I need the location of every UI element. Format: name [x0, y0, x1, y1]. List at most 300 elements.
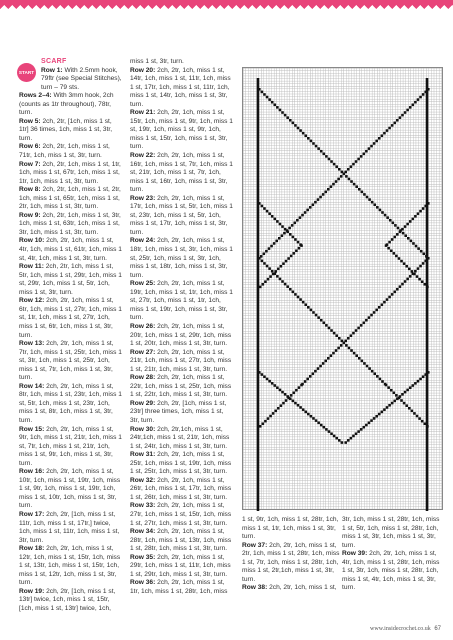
chart-diagonal [373, 311, 376, 314]
chart-diagonal [366, 365, 369, 368]
chart-diagonal [335, 334, 338, 337]
chart-diagonal [406, 109, 409, 112]
chart-diagonal [332, 183, 335, 186]
row-instructions: 2ch, 2tr, 1ch, miss 1 st, 18tr, 1ch, miss 1 st, 3tr, 1ch, miss 1 st, 25tr, 1ch, miss 1 st, 3tr, 1ch, miss 1 st, 18tr, 1ch, miss 1 st, 3tr, turn. [130, 237, 233, 279]
chart-diagonal [325, 324, 328, 327]
chart-diagonal [266, 378, 269, 381]
chart-diagonal [378, 137, 381, 140]
chart-diagonal [355, 354, 358, 357]
chart-diagonal [388, 404, 391, 407]
chart-diagonal [385, 244, 388, 247]
chart-diagonal [289, 288, 292, 291]
filet-chart-grid [243, 68, 444, 511]
chart-diagonal [403, 262, 406, 265]
pattern-row [19, 383, 123, 426]
chart-diagonal [261, 373, 264, 376]
chart-diagonal [281, 280, 284, 283]
row-label: Row 26: [130, 322, 156, 330]
row-instructions: 2ch, 2tr, 1ch, miss 1 st, 17tr, 1ch, miss 1 st, 5tr, 1ch, miss 1 st, 23tr, 1ch, miss 1 st, 5tr, 1ch, miss 1 st, 17tr, 1ch, miss 1 st, 3tr, turn. [130, 194, 233, 236]
chart-diagonal [333, 435, 336, 438]
chart-diagonal [375, 309, 378, 312]
chart-diagonal [310, 415, 313, 418]
chart-diagonal [384, 214, 387, 217]
chart-diagonal [422, 252, 425, 255]
chart-diagonal [401, 114, 404, 117]
chart-diagonal [325, 428, 328, 431]
row-instructions: 2ch, 2tr, 1ch, miss 1 st, 26tr, 1ch, miss 1 st, 17tr, 1ch, miss 1 st, 26tr, 1ch, miss 1 st, 3tr, turn. [130, 476, 232, 501]
chart-diagonal [268, 247, 271, 250]
row-label: Row 33: [130, 502, 156, 510]
chart-diagonal [404, 280, 407, 283]
pattern-row [19, 237, 123, 263]
row-label: Row 25: [130, 280, 156, 288]
row-label: Row 34: [130, 528, 156, 536]
chart-diagonal [330, 160, 333, 163]
chart-diagonal [381, 134, 384, 137]
row-instructions: 2ch, 2tr, 1ch, miss 1 st, 22tr, 1ch, miss 1 st, 25tr, 1ch, miss 1 st, 22tr, 1ch, miss 1 st, 3tr, turn. [130, 374, 232, 399]
chart-diagonal [300, 384, 303, 387]
chart-diagonal [390, 389, 393, 392]
chart-diagonal [343, 173, 346, 176]
chart-diagonal [392, 391, 395, 394]
chart-diagonal [416, 415, 419, 418]
chart-left-border [257, 78, 260, 511]
chart-diagonal [317, 316, 320, 319]
chart-diagonal [270, 245, 273, 248]
section-title: SCARF [41, 58, 67, 65]
page-footer [370, 626, 441, 632]
chart-diagonal [357, 430, 360, 433]
chart-diagonal [352, 435, 355, 438]
chart-diagonal [266, 265, 269, 268]
chart-diagonal [422, 262, 425, 265]
chart-diagonal [358, 188, 361, 191]
chart-diagonal [310, 309, 313, 312]
chart-diagonal [268, 267, 271, 270]
pattern-row [130, 528, 233, 554]
chart-diagonal [289, 119, 292, 122]
top-zigzag-border [0, 5, 453, 11]
pattern-row [242, 584, 340, 593]
pattern-row [130, 109, 233, 152]
chart-diagonal [407, 237, 410, 240]
chart-diagonal [266, 96, 269, 99]
chart-diagonal [393, 122, 396, 125]
chart-diagonal [320, 424, 323, 427]
chart-diagonal [261, 260, 264, 263]
chart-diagonal [282, 402, 285, 405]
chart-diagonal [419, 96, 422, 99]
chart-diagonal [408, 407, 411, 410]
chart-diagonal [370, 314, 373, 317]
chart-diagonal [421, 280, 424, 283]
row-instructions: With 2.5mm hook, 79ftr (see Special Stitches), turn – 79 sts. [41, 66, 122, 91]
chart-diagonal [383, 408, 386, 411]
chart-diagonal [408, 268, 411, 271]
pattern-row [19, 263, 123, 297]
chart-diagonal [272, 412, 275, 415]
chart-diagonal [358, 357, 361, 360]
row-label: Row 37: [242, 541, 268, 549]
row-instructions: 2ch, 2tr, 1ch, miss 1 st, 5tr, 1ch, miss 1 st, 29tr, 1ch, miss 1 st, 29tr, 1ch, miss 1 st, 5tr, 1ch, miss 1 st, 3tr, turn. [19, 263, 122, 296]
chart-diagonal [335, 437, 338, 440]
pattern-row [130, 400, 233, 426]
chart-diagonal [422, 207, 425, 210]
chart-diagonal [294, 238, 297, 241]
chart-diagonal [386, 298, 389, 301]
row-instructions: 2ch, 2tr, 1ch, miss 1 st, 20tr, 1ch, miss 1 st, 29tr, 1ch, miss 1 st, 20tr, 1ch, miss 1 st, 3tr, turn. [130, 322, 232, 348]
pattern-row [19, 340, 123, 383]
chart-diagonal [263, 207, 266, 210]
chart-diagonal [401, 393, 404, 396]
chart-diagonal [365, 150, 368, 153]
row-label: Row 11: [19, 263, 44, 271]
chart-diagonal [417, 380, 420, 383]
chart-diagonal [401, 283, 404, 286]
row-instructions: 2ch, 2tr, 1ch, miss 1 st, 6tr, 1ch, miss 1 st, 27tr, 1ch, miss 1 st, 1tr, 1ch, miss 1 st, 27tr, 1ch, miss 1 st, 6tr, 1ch, miss 1 st, 3tr, turn. [19, 297, 122, 339]
chart-diagonal [386, 406, 389, 409]
pattern-row [130, 579, 233, 596]
chart-diagonal [277, 407, 280, 410]
chart-diagonal [363, 362, 366, 365]
chart-diagonal [368, 198, 371, 201]
chart-diagonal [276, 275, 279, 278]
chart-diagonal [258, 88, 261, 91]
page-number: 67 [434, 626, 441, 632]
chart-diagonal [345, 175, 348, 178]
chart-diagonal [375, 140, 378, 143]
chart-diagonal [261, 91, 264, 94]
chart-diagonal [363, 426, 366, 429]
chart-diagonal [307, 413, 310, 416]
chart-diagonal [279, 278, 282, 281]
row-instructions: 1 st, 9tr, 1ch, miss 1 st, 28tr, 1ch, miss 1 st, 1tr, 1ch, miss 1 st, 3tr, turn. [242, 516, 339, 541]
chart-diagonal [267, 278, 270, 281]
chart-diagonal [355, 185, 358, 188]
row-label: Row 30: [130, 425, 156, 433]
pattern-row [19, 588, 123, 614]
chart-diagonal [426, 425, 429, 428]
chart-diagonal [284, 228, 287, 231]
chart-diagonal [276, 106, 279, 109]
chart-diagonal [293, 252, 296, 255]
chart-diagonal [378, 306, 381, 309]
chart-diagonal [393, 400, 396, 403]
row-label: Row 1: [41, 66, 63, 74]
row-instructions: 2ch, 2tr, 1ch, miss 1 st, 10tr, 1ch, miss 1 st, 19tr, 1ch, miss 1 st, 9tr, 1ch, miss 1 st, 19tr, 1ch, miss 1 st, 10tr, 1ch, miss 1 st, 3tr, turn. [19, 468, 121, 510]
chart-diagonal [353, 183, 356, 186]
row-instructions: 2ch, 2tr, 1ch, miss 1 st, 7tr, 1ch, miss 1 st, 25tr, 1ch, miss 1 st, 3tr, 1ch, miss 1 st, 25tr, 1ch, miss 1 st, 7tr, 1ch, miss 1 st, 3tr, turn. [19, 340, 122, 382]
chart-diagonal [424, 373, 427, 376]
chart-diagonal [404, 111, 407, 114]
chart-diagonal [286, 116, 289, 119]
pattern-row [342, 550, 442, 593]
chart-diagonal [263, 262, 266, 265]
chart-diagonal [280, 265, 283, 268]
row-instructions: 2ch, 2tr, 1ch, miss 1 st, 2tr, 1ch, miss 1 st, 65tr, 1ch, miss 1 st, 2tr, 1ch, miss 1 st, 3tr, turn. [19, 186, 121, 211]
chart-diagonal [391, 124, 394, 127]
chart-diagonal [348, 347, 351, 350]
chart-diagonal [298, 247, 301, 250]
chart-diagonal [265, 250, 268, 253]
chart-diagonal [290, 255, 293, 258]
pattern-row [19, 118, 123, 144]
pattern-row [242, 516, 340, 542]
chart-diagonal [363, 193, 366, 196]
chart-diagonal [417, 98, 420, 101]
chart-diagonal [394, 224, 397, 227]
chart-diagonal [338, 337, 341, 340]
chart-diagonal [427, 371, 430, 374]
chart-diagonal [347, 168, 350, 171]
chart-diagonal [391, 293, 394, 296]
chart-diagonal [337, 347, 340, 350]
chart-diagonal [304, 380, 307, 383]
chart-diagonal [258, 257, 261, 260]
chart-diagonal [284, 393, 287, 396]
chart-diagonal [391, 402, 394, 405]
chart-diagonal [304, 303, 307, 306]
chart-diagonal [325, 155, 328, 158]
chart-diagonal [268, 212, 271, 215]
chart-diagonal [352, 332, 355, 335]
chart-diagonal [261, 205, 264, 208]
pattern-row [130, 152, 233, 195]
chart-diagonal [405, 265, 408, 268]
pattern-row [130, 58, 233, 67]
pattern-row [242, 542, 340, 585]
chart-diagonal [327, 188, 330, 191]
row-label: Row 15: [19, 425, 45, 433]
chart-diagonal [307, 306, 310, 309]
chart-diagonal [398, 397, 401, 400]
row-instructions: 2ch, 2tr, [1ch, miss 1 st, 11tr, 1ch, miss 1 st, 17tr,] twice, 1ch, miss 1 st, 11tr, 1ch, miss 1 st, 3tr, turn. [19, 510, 120, 544]
chart-diagonal [279, 109, 282, 112]
pattern-row [19, 186, 123, 212]
chart-diagonal [368, 422, 371, 425]
chart-diagonal [379, 209, 382, 212]
chart-diagonal [404, 391, 407, 394]
chart-diagonal [390, 249, 393, 252]
pattern-row [130, 349, 233, 375]
row-instructions: 2ch, 2tr, 1ch, miss 1 st, 25tr, 1ch, miss 1 st, 19tr, 1ch, miss 1 st, 25tr, 1ch, miss 1 st, 3tr, turn. [130, 451, 232, 476]
chart-diagonal [395, 394, 398, 397]
chart-diagonal [360, 155, 363, 158]
chart-diagonal [273, 103, 276, 106]
chart-diagonal [262, 283, 265, 286]
row-instructions: 2ch, 2tr, 1ch, miss 1 st, 14tr, 1ch, miss 1 st, 11tr, 1ch, miss 1 st, 17tr, 1ch, miss 1 st, 11tr, 1ch, miss 1 st, 14tr, 1ch, miss 1 st, 3tr, turn. [130, 66, 231, 108]
chart-diagonal [292, 122, 295, 125]
pattern-row [19, 143, 123, 160]
chart-diagonal [338, 439, 341, 442]
row-instructions: 2ch, 2tr, 1ch, miss 1 st, [267, 584, 337, 592]
pattern-row [19, 468, 123, 511]
chart-diagonal [357, 327, 360, 330]
pattern-row [130, 451, 233, 477]
row-label: Row 8: [19, 186, 41, 194]
chart-diagonal [340, 175, 343, 178]
chart-diagonal [391, 238, 394, 241]
chart-diagonal [399, 116, 402, 119]
pattern-column-3 [242, 516, 340, 593]
row-instructions: 2ch, 2tr, 1ch, miss 1 st, 3tr, 1ch, miss 1 st, 63tr, 1ch, miss 1 st, 3tr, 1ch, miss 1 st, 3tr, turn. [19, 211, 121, 236]
row-instructions: 2ch, 2tr, 1ch, miss 1 st, 19tr, 1ch, miss 1 st, 1tr, 1ch, miss 1 st, 27tr, 1ch, miss 1 st, 1tr, 1ch, miss 1 st, 19tr, 1ch, miss 1 st, 3tr, turn. [130, 280, 233, 322]
chart-diagonal [419, 265, 422, 268]
chart-diagonal [381, 380, 384, 383]
chart-diagonal [292, 291, 295, 294]
chart-diagonal [274, 410, 277, 413]
chart-diagonal [295, 249, 298, 252]
chart-diagonal [274, 270, 277, 273]
chart-diagonal [273, 272, 276, 275]
chart-diagonal [378, 413, 381, 416]
chart-diagonal [411, 270, 414, 273]
chart-diagonal [400, 399, 403, 402]
chart-diagonal [284, 283, 287, 286]
chart-diagonal [263, 375, 266, 378]
row-instructions: 2ch, 2tr, 1ch, miss 1 st, 8tr, 1ch, miss 1 st, 23tr, 1ch, miss 1 st, 5tr, 1ch, miss 1 st, 23tr, 1ch, miss 1 st, 8tr, 1ch, miss 1 st, 3tr, turn. [19, 382, 122, 424]
chart-diagonal [268, 98, 271, 101]
chart-diagonal [423, 422, 426, 425]
chart-diagonal [399, 230, 402, 233]
row-instructions: 2ch, 2tr, 1ch, miss 1 st, 9tr, 1ch, miss 1 st, 21tr, 1ch, miss 1 st, 7tr, 1ch, miss 1 st, 21tr, 1ch, miss 1 st, 9tr, 1ch, miss 1 st, 3tr, turn. [19, 425, 122, 467]
row-instructions: 2ch, 2tr, 1ch, miss 1 st, 1tr, 1ch, miss 1 st, 28tr, 1ch, miss [130, 579, 228, 595]
chart-diagonal [361, 191, 364, 194]
chart-diagonal [267, 417, 270, 420]
chart-diagonal [376, 375, 379, 378]
row-label: Row 12: [19, 297, 45, 305]
chart-diagonal [317, 147, 320, 150]
pattern-column-1 [19, 58, 123, 614]
chart-diagonal [387, 247, 390, 250]
row-instructions: 2ch, 2tr, [1ch, miss 1 st, 23tr] three times, 1ch, miss 1 st, 3tr, turn. [130, 399, 227, 424]
pattern-row [130, 477, 233, 503]
chart-diagonal [258, 371, 261, 374]
row-instructions: miss 1 st, 3tr, turn. [130, 58, 184, 65]
chart-diagonal [333, 163, 336, 166]
chart-diagonal [340, 344, 343, 347]
row-instructions: With 3mm hook, 2ch (counts as 1tr throughout), 78tr, turn. [19, 92, 114, 117]
chart-diagonal [259, 286, 262, 289]
chart-diagonal [332, 352, 335, 355]
chart-diagonal [273, 218, 276, 221]
chart-diagonal [287, 257, 290, 260]
start-badge: START [17, 63, 36, 82]
chart-diagonal [412, 384, 415, 387]
row-label: Row 27: [130, 348, 156, 356]
chart-diagonal [296, 219, 299, 222]
chart-diagonal [418, 278, 421, 281]
chart-diagonal [322, 193, 325, 196]
chart-diagonal [319, 365, 322, 368]
row-instructions: 2ch, 2tr, 1ch, miss 1 st, 71tr, 1ch, miss 1 st, 3tr, turn. [19, 143, 110, 160]
chart-diagonal [278, 237, 281, 240]
row-label: Row 7: [19, 160, 41, 168]
chart-diagonal [299, 406, 302, 409]
chart-diagonal [419, 378, 422, 381]
chart-diagonal [409, 275, 412, 278]
chart-diagonal [418, 417, 421, 420]
pattern-row [130, 502, 233, 528]
pattern-text [19, 67, 123, 614]
chart-diagonal [355, 160, 358, 163]
chart-diagonal [287, 397, 290, 400]
chart-diagonal [306, 378, 309, 381]
chart-diagonal [302, 301, 305, 304]
chart-diagonal [399, 285, 402, 288]
chart-diagonal [348, 178, 351, 181]
chart-diagonal [323, 426, 326, 429]
pattern-row [130, 237, 233, 280]
chart-diagonal [393, 236, 396, 239]
chart-diagonal [388, 296, 391, 299]
row-instructions: 2ch, 2tr, [1ch, miss 1 st, 1tr] 36 times, 1ch, miss 1 st, 3tr, turn. [19, 117, 113, 142]
chart-diagonal [352, 163, 355, 166]
chart-diagonal [298, 386, 301, 389]
chart-diagonal [350, 437, 353, 440]
chart-diagonal [285, 399, 288, 402]
chart-diagonal [409, 386, 412, 389]
chart-diagonal [421, 420, 424, 423]
row-label: Row 24: [130, 237, 156, 245]
chart-diagonal [306, 209, 309, 212]
chart-diagonal [327, 357, 330, 360]
chart-diagonal [259, 425, 262, 428]
chart-diagonal [410, 240, 413, 243]
chart-diagonal [409, 106, 412, 109]
chart-diagonal [323, 322, 326, 325]
chart-diagonal [286, 285, 289, 288]
chart-diagonal [426, 286, 429, 289]
row-label: Rows 2–4: [19, 92, 52, 100]
chart-diagonal [396, 119, 399, 122]
chart-diagonal [304, 411, 307, 414]
row-instructions: 2ch, 2tr, 1ch, miss 1 st, 27tr, 1ch, miss 1 st, 15tr, 1ch, miss 1 st, 27tr, 1ch, miss 1 st, 3tr, turn. [130, 502, 232, 527]
chart-diagonal [370, 145, 373, 148]
pattern-row [342, 516, 442, 550]
chart-diagonal [324, 191, 327, 194]
chart-diagonal [357, 158, 360, 161]
chart-diagonal [404, 225, 407, 228]
chart-diagonal [319, 196, 322, 199]
chart-diagonal [373, 142, 376, 145]
chart-diagonal [322, 362, 325, 365]
chart-diagonal [320, 150, 323, 153]
chart-diagonal [282, 262, 285, 265]
chart-diagonal [355, 432, 358, 435]
chart-diagonal [335, 165, 338, 168]
row-label: Row 31: [130, 451, 156, 459]
chart-diagonal [293, 222, 296, 225]
chart-diagonal [373, 203, 376, 206]
chart-diagonal [314, 201, 317, 204]
chart-diagonal [392, 222, 395, 225]
chart-diagonal [403, 402, 406, 405]
chart-diagonal [381, 211, 384, 214]
chart-diagonal [263, 93, 266, 96]
chart-diagonal [271, 382, 274, 385]
chart-diagonal [400, 260, 403, 263]
chart-diagonal [328, 327, 331, 330]
chart-diagonal [330, 329, 333, 332]
row-instructions: 2ch, 2tr, 1ch, miss 1 st, 29tr, 1ch, miss 1 st, 11tr, 1ch, miss 1 st, 29tr, 1ch, miss 1 st, 3tr, turn. [130, 553, 231, 578]
chart-diagonal [365, 424, 368, 427]
chart-diagonal [406, 223, 409, 226]
chart-diagonal [281, 111, 284, 114]
chart-diagonal [328, 430, 331, 433]
chart-diagonal [338, 168, 341, 171]
chart-diagonal [294, 124, 297, 127]
